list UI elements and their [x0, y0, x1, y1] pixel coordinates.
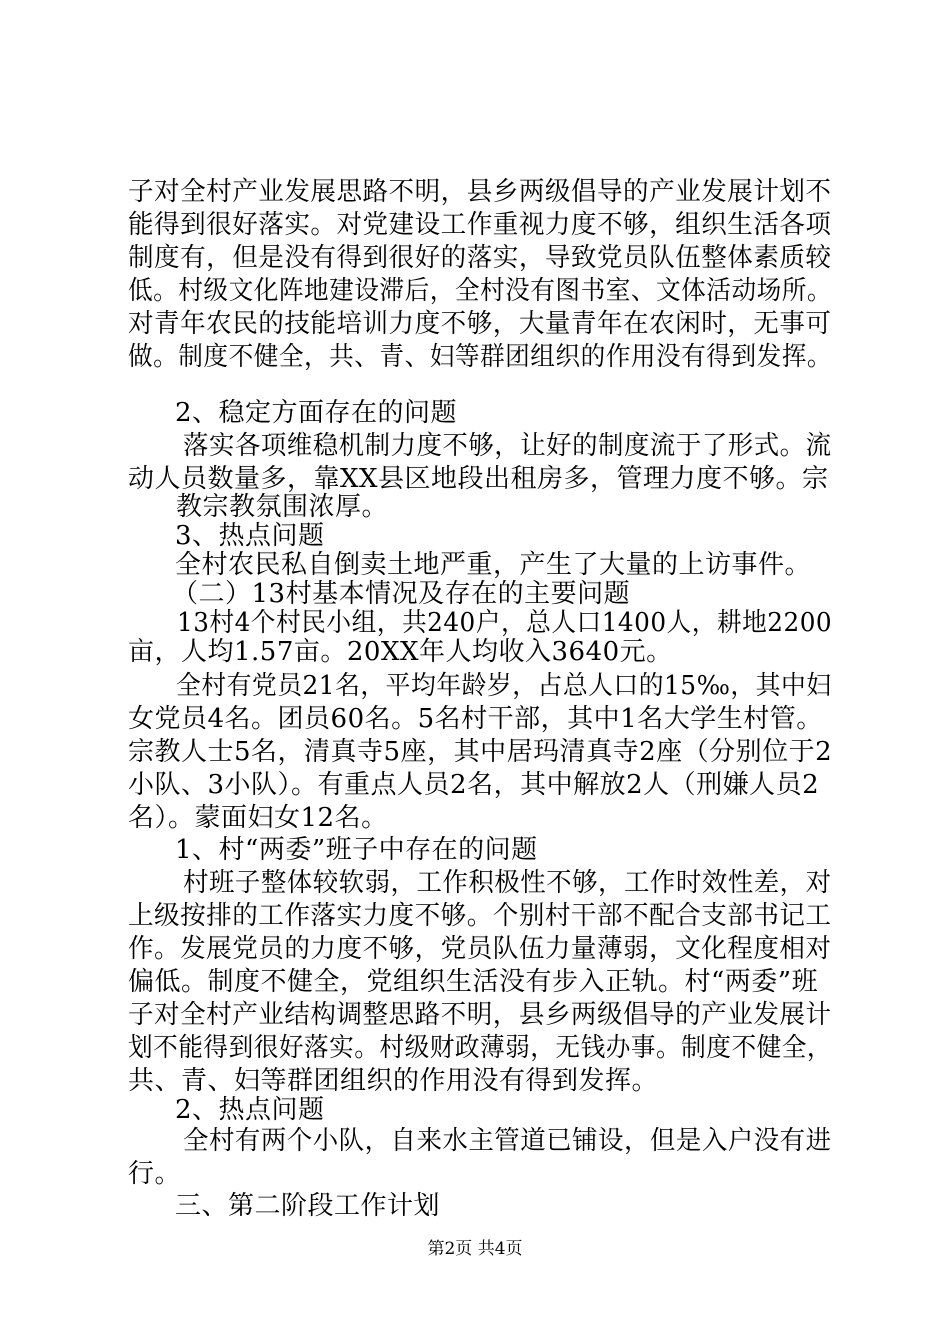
body-text-line: 教宗教氛围浓厚。	[176, 492, 389, 522]
body-text-line: 偏低。制度不健全，党组织生活没有步入正轨。村“两委”班	[128, 967, 819, 997]
section-heading: 3、热点问题	[175, 521, 325, 551]
body-text-line: 行。	[128, 1159, 182, 1189]
section-heading: （二）13村基本情况及存在的主要问题	[172, 579, 631, 609]
body-text-line: 村班子整体较软弱，工作积极性不够，工作时效性差，对	[183, 868, 832, 898]
body-text-line: 划不能得到很好落实。村级财政薄弱，无钱办事。制度不健全，	[128, 1033, 833, 1063]
section-heading: 1、村“两委”班子中存在的问题	[175, 835, 538, 865]
body-text-line: 作。发展党员的力度不够，党员队伍力量薄弱，文化程度相对	[128, 934, 832, 964]
body-text-line: 亩，人均1.57亩。20XX年人均收入3640元。	[128, 637, 673, 667]
body-text-line: 子对全村产业结构调整思路不明，县乡两级倡导的产业发展计	[128, 1000, 832, 1030]
body-text-line: 子对全村产业发展思路不明，县乡两级倡导的产业发展计划不	[128, 177, 832, 207]
body-text-line: 小队、3小队）。有重点人员2名，其中解放2人（刑嫌人员2	[128, 770, 820, 800]
body-text-line: 落实各项维稳机制力度不够，让好的制度流于了形式。流	[183, 431, 832, 461]
body-text-line: 全村有党员21名，平均年龄岁，占总人口的15‰，其中妇	[176, 671, 832, 701]
body-text-line: 共、青、妇等群团组织的作用没有得到发挥。	[128, 1066, 659, 1096]
section-heading: 三、第二阶段工作计划	[175, 1191, 441, 1221]
body-text-line: 13村4个村民小组，共240户，总人口1400人，耕地2200	[177, 608, 833, 638]
body-text-line: 制度有，但是没有得到很好的落实，导致党员队伍整体素质较	[128, 243, 832, 273]
section-heading: 2、热点问题	[175, 1095, 325, 1125]
body-text-line: 全村农民私自倒卖土地严重，产生了大量的上访事件。	[175, 550, 812, 580]
body-text-line: 上级按排的工作落实力度不够。个别村干部不配合支部书记工	[128, 901, 832, 931]
section-heading: 2、稳定方面存在的问题	[175, 398, 458, 428]
body-text-line: 能得到很好落实。对党建设工作重视力度不够，组织生活各项	[128, 210, 832, 240]
body-text-line: 低。村级文化阵地建设滞后，全村没有图书室、文体活动场所。	[128, 276, 833, 306]
body-text-line: 全村有两个小队，自来水主管道已铺设，但是入户没有进	[183, 1126, 832, 1156]
body-text-line: 女党员4名。团员60名。5名村干部，其中1名大学生村管。	[128, 704, 823, 734]
body-text-line: 对青年农民的技能培训力度不够，大量青年在农闲时，无事可	[128, 309, 832, 339]
page-footer: 第2页 共4页	[427, 1239, 523, 1259]
body-text-line: 动人员数量多，靠XX县区地段出租房多，管理力度不够。宗	[128, 464, 829, 494]
body-text-line: 做。制度不健全，共、青、妇等群团组织的作用没有得到发挥。	[128, 342, 833, 372]
body-text-line: 宗教人士5名，清真寺5座，其中居玛清真寺2座（分别位于2	[128, 737, 833, 767]
body-text-line: 名）。蒙面妇女12名。	[128, 803, 388, 833]
